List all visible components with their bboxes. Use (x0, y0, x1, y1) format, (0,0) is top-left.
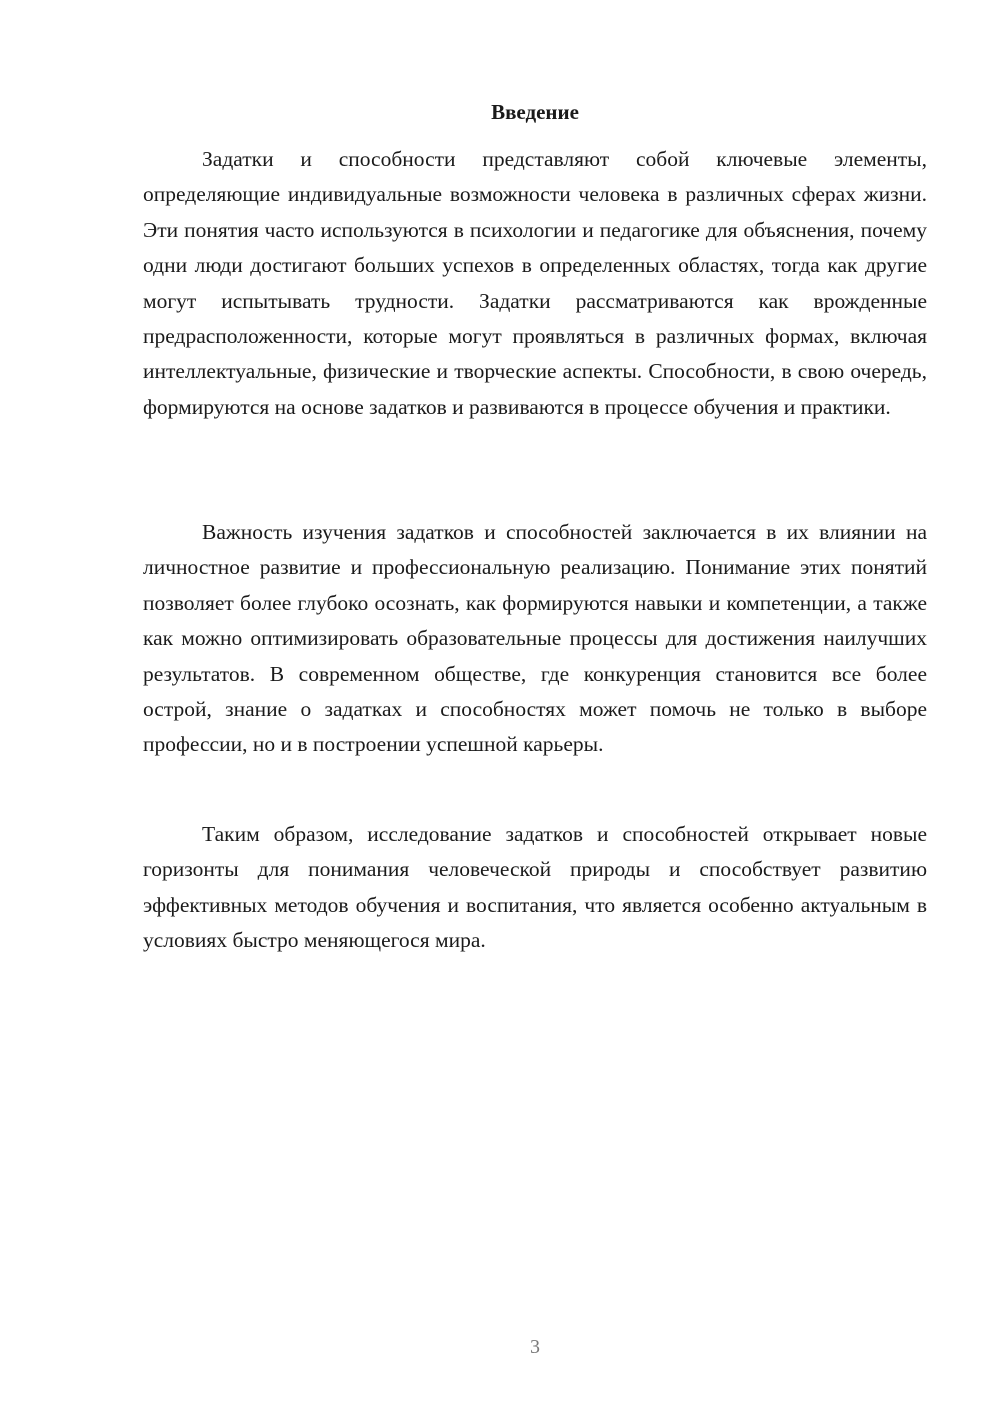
page-number: 3 (530, 1336, 540, 1358)
paragraph-conclusion: Таким образом, исследование задатков и способностей открывает новые горизонты для понимания человеческой природы и способствует развитию эффективных методов обучения и воспитания, что является особенно актуальным в условиях быстро меняющегося мира. (143, 822, 927, 953)
paragraph-importance: Важность изучения задатков и способностей заключается в их влиянии на личностное развитие и профессиональную реализацию. Понимание этих понятий позволяет более глубоко осознать, как формируются навыки и компетенции, а также как можно оптимизировать образовательные процессы для достижения наилучших результатов. В современном обществе, где конкуренция становится все более острой, знание о задатках и способностях может помочь не только в выборе профессии, но и в построении успешной карьеры. (143, 520, 927, 757)
section-title: Введение (491, 100, 579, 124)
paragraph-intro: Задатки и способности представляют собой ключевые элементы, определяющие индивидуальные возможности человека в различных сферах жизни. Эти понятия часто используются в психологии и педагогике для объяснения, почему одни люди достигают больших успехов в определенных областях, тогда как другие могут испытывать трудности. Задатки рассматриваются как врожденные предрасположенности, которые могут проявляться в различных формах, включая интеллектуальные, физические и творческие аспекты. Способности, в свою очередь, формируются на основе задатков и развиваются в процессе обучения и практики. (143, 147, 927, 419)
